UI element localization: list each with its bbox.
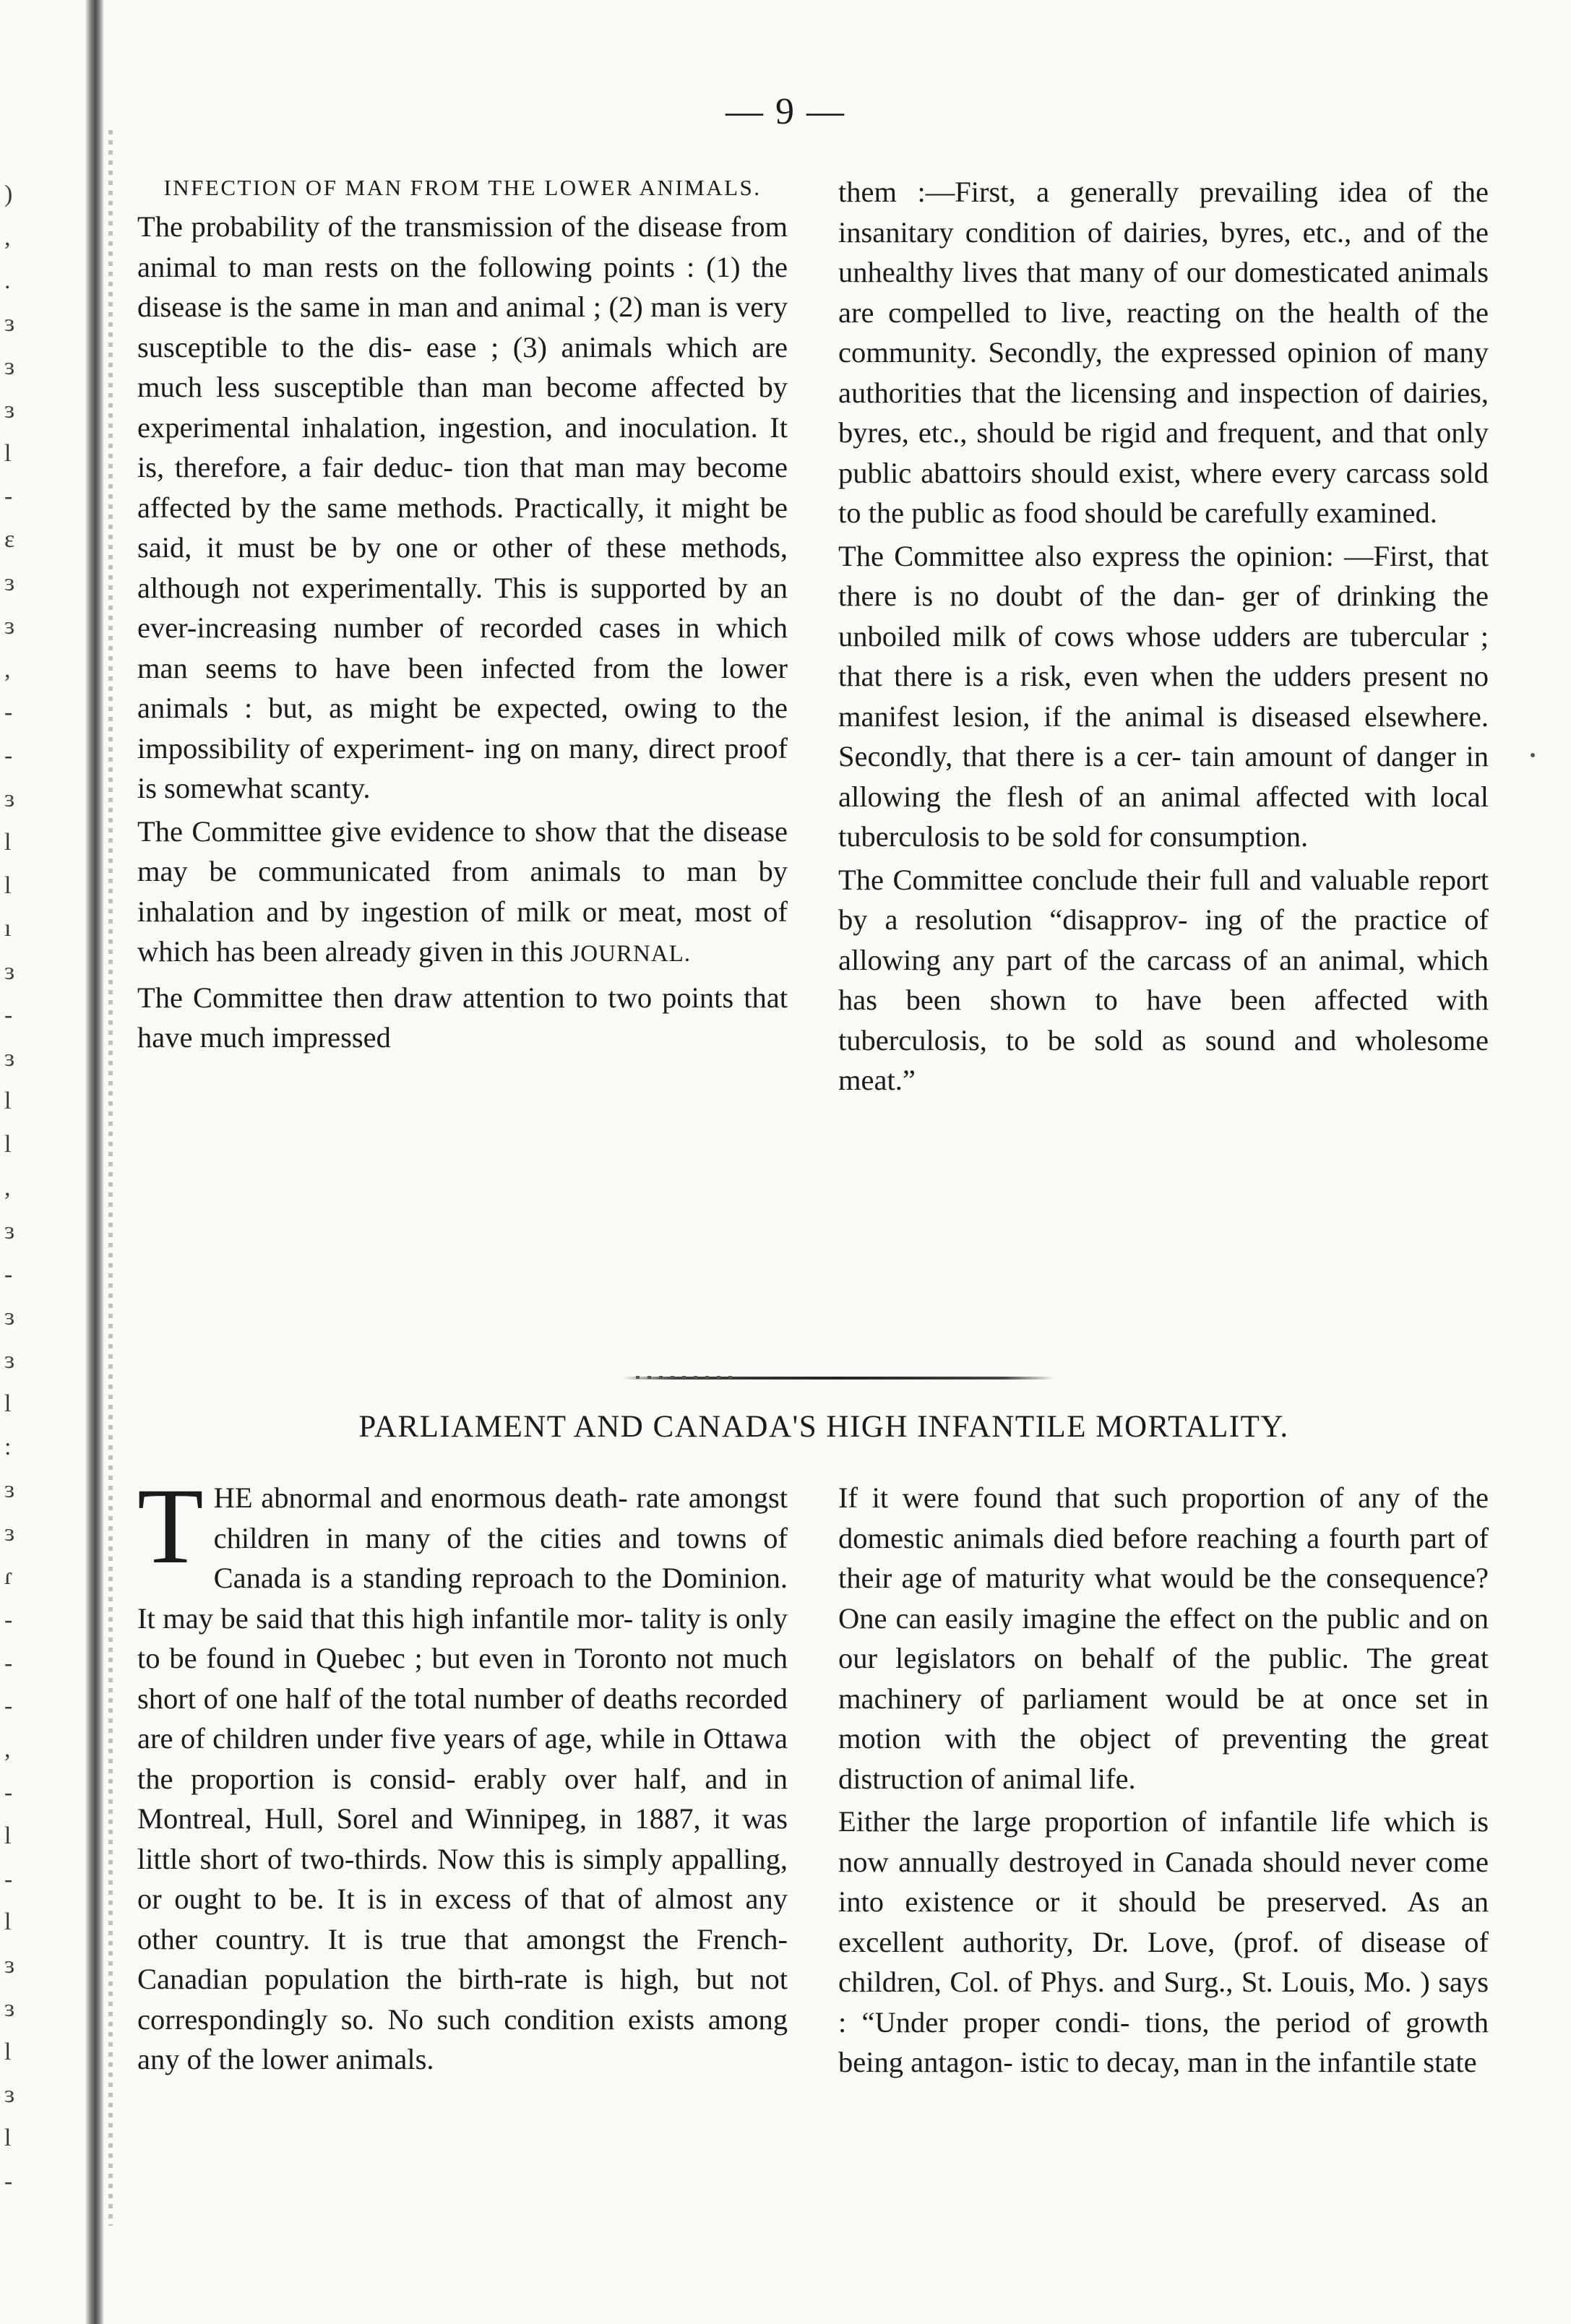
margin-mark: ɜ [4, 785, 15, 812]
margin-mark: ɜ [4, 1520, 15, 1547]
margin-mark: l [4, 1390, 12, 1417]
infection-column [137, 172, 788, 1058]
margin-mark: ) [4, 181, 13, 207]
section-heading: INFECTION OF MAN FROM THE LOWER ANIMALS. [163, 175, 762, 200]
margin-mark: ɜ [4, 1994, 15, 2022]
margin-mark: - [4, 2168, 13, 2195]
margin-mark: ɜ [4, 1217, 15, 1244]
journal-word: JOURNAL. [570, 941, 692, 967]
margin-mark: - [4, 1001, 13, 1028]
margin-mark: ɜ [4, 1476, 15, 1504]
margin-mark: - [4, 1260, 13, 1288]
paragraph: them :—First, a generally prevailing idea of the insanitary condition of dairies, byres, etc., and of the unhealthy lives that many of our domesticated animals are compelled to live, reacting on the health of the community. Secondly, the expressed opinion of many authorities that the licensing and inspection of dairies, byres, etc., should be rigid and frequent, and that only public abattoirs should exist, where every carcass sold to the public as food should be carefully examined. [838, 176, 1489, 529]
margin-mark: , [4, 655, 11, 683]
margin-mark: ɾ [4, 1563, 13, 1591]
margin-mark: ı [4, 915, 12, 942]
binding-shadow [85, 0, 104, 2324]
margin-mark: l [4, 872, 12, 899]
margin-mark: , [4, 223, 11, 251]
paragraph: The Committee also express the opinion: —First, that there is no doubt of the dan- ger of drinking the unboiled milk of cows whose udders are tubercular ; that there is a risk, even when the udders present no manifest lesion, if the animal is diseased elsewhere. Secondly, that there is a cer- tain amount of danger in allowing the flesh of an animal affected with local tuberculosis to be sold for consumption. [838, 539, 1489, 853]
margin-mark: - [4, 1649, 13, 1677]
paragraph: The probability of the transmission of the disease from animal to man rests on the following points : (1) the disease is the same in man and animal ; (2) man is very susceptible to the dis- ease ; (3) animals which are much less susceptible than man become affected by experimental inhalation, ingestion, and inoculation. It is, therefore, a fair deduc- tion that man may become affected by the same methods. Practically, it might be said, it must be by one or other of these methods, although not experimentally. This is supported by an ever-increasing number of recorded cases in which man seems to have been infected from the lower animals : but, as might be expected, owing to the impossibility of experiment- ing on many, direct proof is somewhat scanty. [137, 210, 788, 804]
margin-mark: - [4, 699, 13, 726]
article-left-column [137, 1466, 788, 2080]
margin-mark: - [4, 1606, 13, 1633]
margin-mark: ɜ [4, 569, 15, 597]
right-top-column [838, 172, 1489, 1101]
margin-mark: l [4, 2038, 12, 2065]
article-right-column [838, 1478, 1489, 2083]
article-title: PARLIAMENT AND CANADA'S HIGH INFANTILE MORTALITY. [358, 1410, 1289, 1444]
paragraph: Either the large proportion of infantile life which is now annually destroyed in Canada should never come into existence or it should be preserved. As an excellent authority, Dr. Love, (prof. of disease of children, Col. of Phys. and Surg., St. Louis, Mo. ) says : “Under proper condi- tions, the period of growth being antagon- istic to decay, man in the infantile state [838, 1805, 1489, 2078]
margin-mark: ɜ [4, 396, 15, 423]
margin-mark: ɜ [4, 612, 15, 640]
margin-mark: ɜ [4, 1304, 15, 1331]
margin-mark: ɜ [4, 353, 15, 381]
margin-mark: - [4, 1692, 13, 1720]
stray-mark [1531, 753, 1535, 757]
paragraph [137, 1466, 788, 2080]
margin-mark: l [4, 1088, 12, 1115]
margin-mark: l [4, 828, 12, 856]
drop-cap: T [137, 1466, 204, 1586]
margin-mark: , [4, 1174, 11, 1201]
margin-mark: . [4, 267, 11, 294]
paragraph: The Committee conclude their full and valuable report by a resolution “disapprov- ing of the practice of allowing any part of the carcass of an animal, which has been shown to have been affected with tuberculosis, to be sold as sound and wholesome meat.” [838, 863, 1489, 1096]
margin-mark: ɜ [4, 2081, 15, 2109]
section-divider-dots [636, 1376, 737, 1379]
margin-mark: , [4, 1736, 11, 1763]
margin-mark: l [4, 2125, 12, 2152]
margin-mark: l [4, 1822, 12, 1849]
margin-mark: l [4, 1908, 12, 1936]
paragraph: If it were found that such proportion of any of the domestic animals died before reaching a fourth part of their age of maturity what would be the consequence? One can easily imagine the effect on the public and on our legislators on behalf of the public. The great machinery of parliament would be at once set in motion with the object of preventing the great distruction of animal life. [838, 1481, 1489, 1795]
binding-perforation [108, 130, 113, 2226]
margin-mark: ɛ [4, 526, 15, 554]
paragraph-text: The Committee give evidence to show that the disease may be communicated from animals to man by inhalation and by ingestion of milk or meat, most of which has been already given in this [137, 814, 788, 968]
margin-mark: ɜ [4, 1347, 15, 1374]
paragraph: The Committee then draw attention to two points that have much impressed [137, 981, 788, 1054]
margin-mark: ɜ [4, 1952, 15, 1979]
margin-mark: ɜ [4, 1044, 15, 1072]
margin-mark: ɜ [4, 958, 15, 986]
margin-mark: - [4, 1865, 13, 1893]
margin-mark: - [4, 1778, 13, 1806]
page-number: — 9 — [726, 91, 845, 132]
paragraph-text: HE abnormal and enormous death- rate amongst children in many of the cities and towns of Canada is a standing reproach to the Dominion. It may be said that this high infantile mor- tality is only to be found in Quebec ; but even in Toronto not much short of one half of the total number of deaths recorded are of children under five years of age, while in Ottawa the proportion is consid- erably over half, and in Montreal, Hull, Sorel and Winnipeg, in 1887, it was little short of two-thirds. Now this is simply appalling, or ought to be. It is in excess of that of almost any other country. It is true that amongst the French-Canadian population the birth-rate is high, but not correspondingly so. No such condition exists among any of the lower animals. [137, 1481, 788, 2075]
margin-mark: l [4, 439, 12, 467]
margin-mark: ɜ [4, 310, 15, 337]
margin-mark: - [4, 742, 13, 770]
margin-mark: l [4, 1131, 12, 1158]
paragraph [137, 812, 788, 975]
margin-mark: - [4, 483, 13, 510]
margin-marks [0, 0, 29, 2324]
margin-mark: : [4, 1433, 12, 1460]
